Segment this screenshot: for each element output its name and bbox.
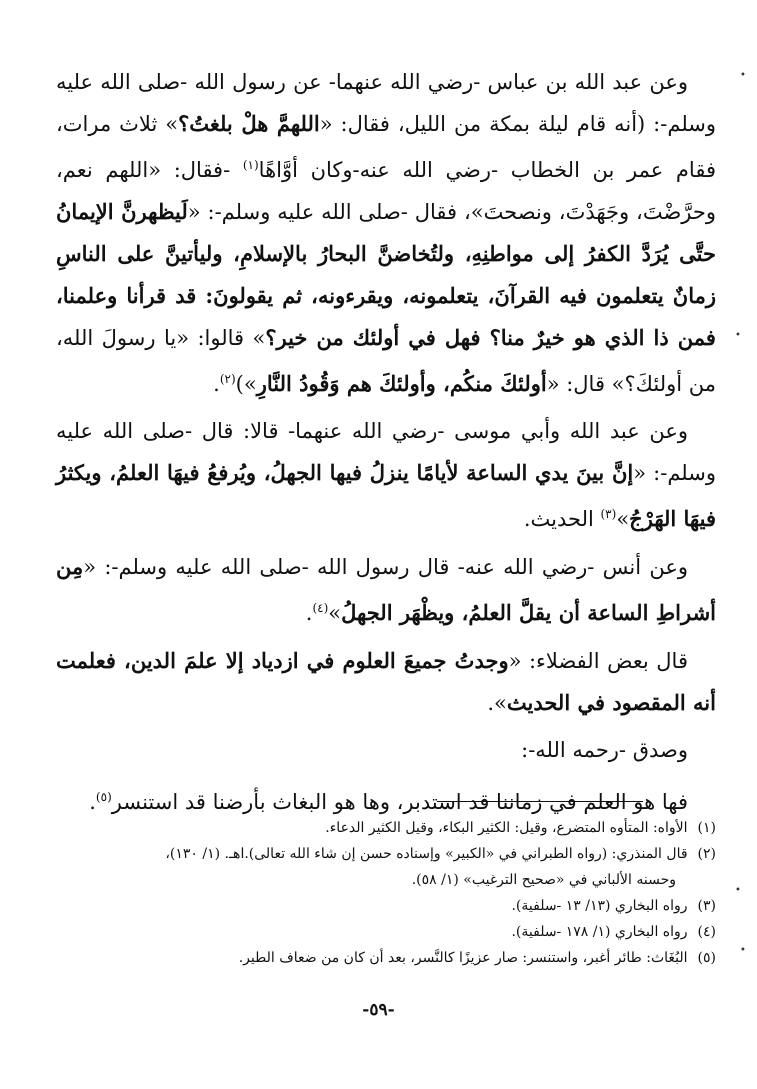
text-run: -فقال: «اللهم نعم، وحرَّضْتَ، وجَهَدْتَ، ونصحتَ»، فقال -صلى الله عليه وسلم-: « — [56, 158, 716, 224]
footnote-3: (٣)رواه البخاري (١٣/ ١٣ -سلفية). — [511, 898, 716, 914]
text-run: الحديث. — [523, 507, 601, 531]
paragraph-scholar-quote — [56, 640, 716, 724]
margin-dot: • — [740, 70, 746, 81]
hadith-quote: وجدتُ جميعَ العلوم في ازدياد إلا علمَ الدين، فعلمت أنه المقصود في الحديث — [56, 648, 716, 715]
text-run: وعن عبد الله وأبي موسى -رضي الله عنهما- قالا: قال -صلى الله عليه وسلم-: « — [56, 419, 716, 485]
text-run: . — [213, 372, 220, 396]
text-run: » قالوا: «يا رسولَ الله، من أولئكَ؟» قال: « — [56, 326, 716, 396]
footnotes — [56, 815, 716, 971]
text-run: . — [305, 601, 313, 625]
paragraph-verse-intro — [56, 730, 716, 771]
footnote-1: (١)الأواه: المتأوه المتضرع، وقيل: الكثير البكاء، وقيل الكثير الدعاء. — [325, 820, 716, 836]
text-run: ». — [487, 691, 507, 715]
main-text — [56, 62, 716, 823]
hadith-quote: مِن أشراطِ الساعة أن يقلَّ العلمُ، ويظْهَر الجهلُ — [56, 554, 716, 625]
paragraph-abdullah-abu-musa — [56, 411, 716, 540]
footnote-ref: (١) — [242, 158, 259, 172]
margin-dot: • — [735, 885, 741, 896]
margin-dot: • — [740, 945, 746, 956]
text-run: وعن أنس -رضي الله عنه- قال رسول الله -صلى الله عليه وسلم-: « — [83, 555, 688, 579]
hadith-quote: لَيظهرنَّ الإيمانُ حتَّى يُرَدَّ الكفرُ إلى مواطنِهِ، ولتُخاضنَّ البحارُ بالإسلامِ، وليأتينَّ على الناسِ زمانٌ يتعلمون فيه القرآنَ، يتعلمونه، ويقرءونه، ثم يقولونَ: قد قرأنا وعلمنا، فمن ذا الذي هو خيرٌ منا؟ فهل في أولئك من خير؟ — [56, 199, 716, 350]
hadith-quote: اللهمَّ هلْ بلغتُ؟ — [178, 111, 320, 136]
footnote-separator — [437, 801, 643, 802]
paragraph-anas — [56, 546, 716, 634]
text-run: » ثلاث مرات، فقام عمر بن الخطاب -رضي الله عنه-وكان أوَّاهًا — [56, 112, 716, 182]
text-run: » — [328, 601, 342, 625]
footnote-ref: (٢) — [219, 372, 236, 386]
footnote-ref: (٤) — [312, 601, 329, 615]
footnote-5: (٥)البُغَاث: طائر أغبر، واستنسر: صار عزيزًا كالنَّسر، بعد أن كان من ضعاف الطير. — [238, 950, 716, 966]
footnote-4: (٤)رواه البخاري (١/ ١٧٨ -سلفية). — [511, 924, 716, 940]
page-number: -٥٩- — [362, 1000, 395, 1020]
text-run: . — [89, 790, 96, 814]
footnote-2-continuation: وحسنه الألباني في «صحيح الترغيب» (١/ ٥٨). — [411, 872, 676, 888]
margin-dot: • — [735, 330, 741, 341]
hadith-quote: إنَّ بينَ يدي الساعة لأيامًا ينزلُ فيها الجهلُ، ويُرفعُ فيهَا العلمُ، ويكثرُ فيهَا الهَرْجُ — [56, 460, 716, 531]
hadith-quote: أولئكَ منكُم، وأولئكَ هم وَقُودُ النَّارِ — [256, 371, 547, 396]
text-run: وصدق -رحمه الله-: — [521, 738, 688, 762]
footnote-ref: (٥) — [95, 790, 112, 804]
footnote-2: (٢)قال المنذري: (رواه الطبراني في «الكبير» وإسناده حسن إن شاء الله تعالى).اهـ. (١/ ١٣٠)، — [165, 846, 716, 862]
text-run: فها هو العلم في زماننا قد استدبر، وها هو البغاث بأرضنا قد استنسر — [111, 790, 688, 814]
text-run: قال بعض الفضلاء: « — [508, 649, 688, 673]
footnote-ref: (٣) — [600, 507, 617, 521]
text-run: وعن عبد الله بن عباس -رضي الله عنهما- عن رسول الله -صلى الله عليه وسلم-: (أنه قام ليلة بمكة من الليل، فقال: « — [56, 70, 717, 136]
paragraph-ibn-abbas — [56, 62, 716, 405]
text-run: ») — [235, 372, 257, 396]
text-run: » — [616, 507, 630, 531]
